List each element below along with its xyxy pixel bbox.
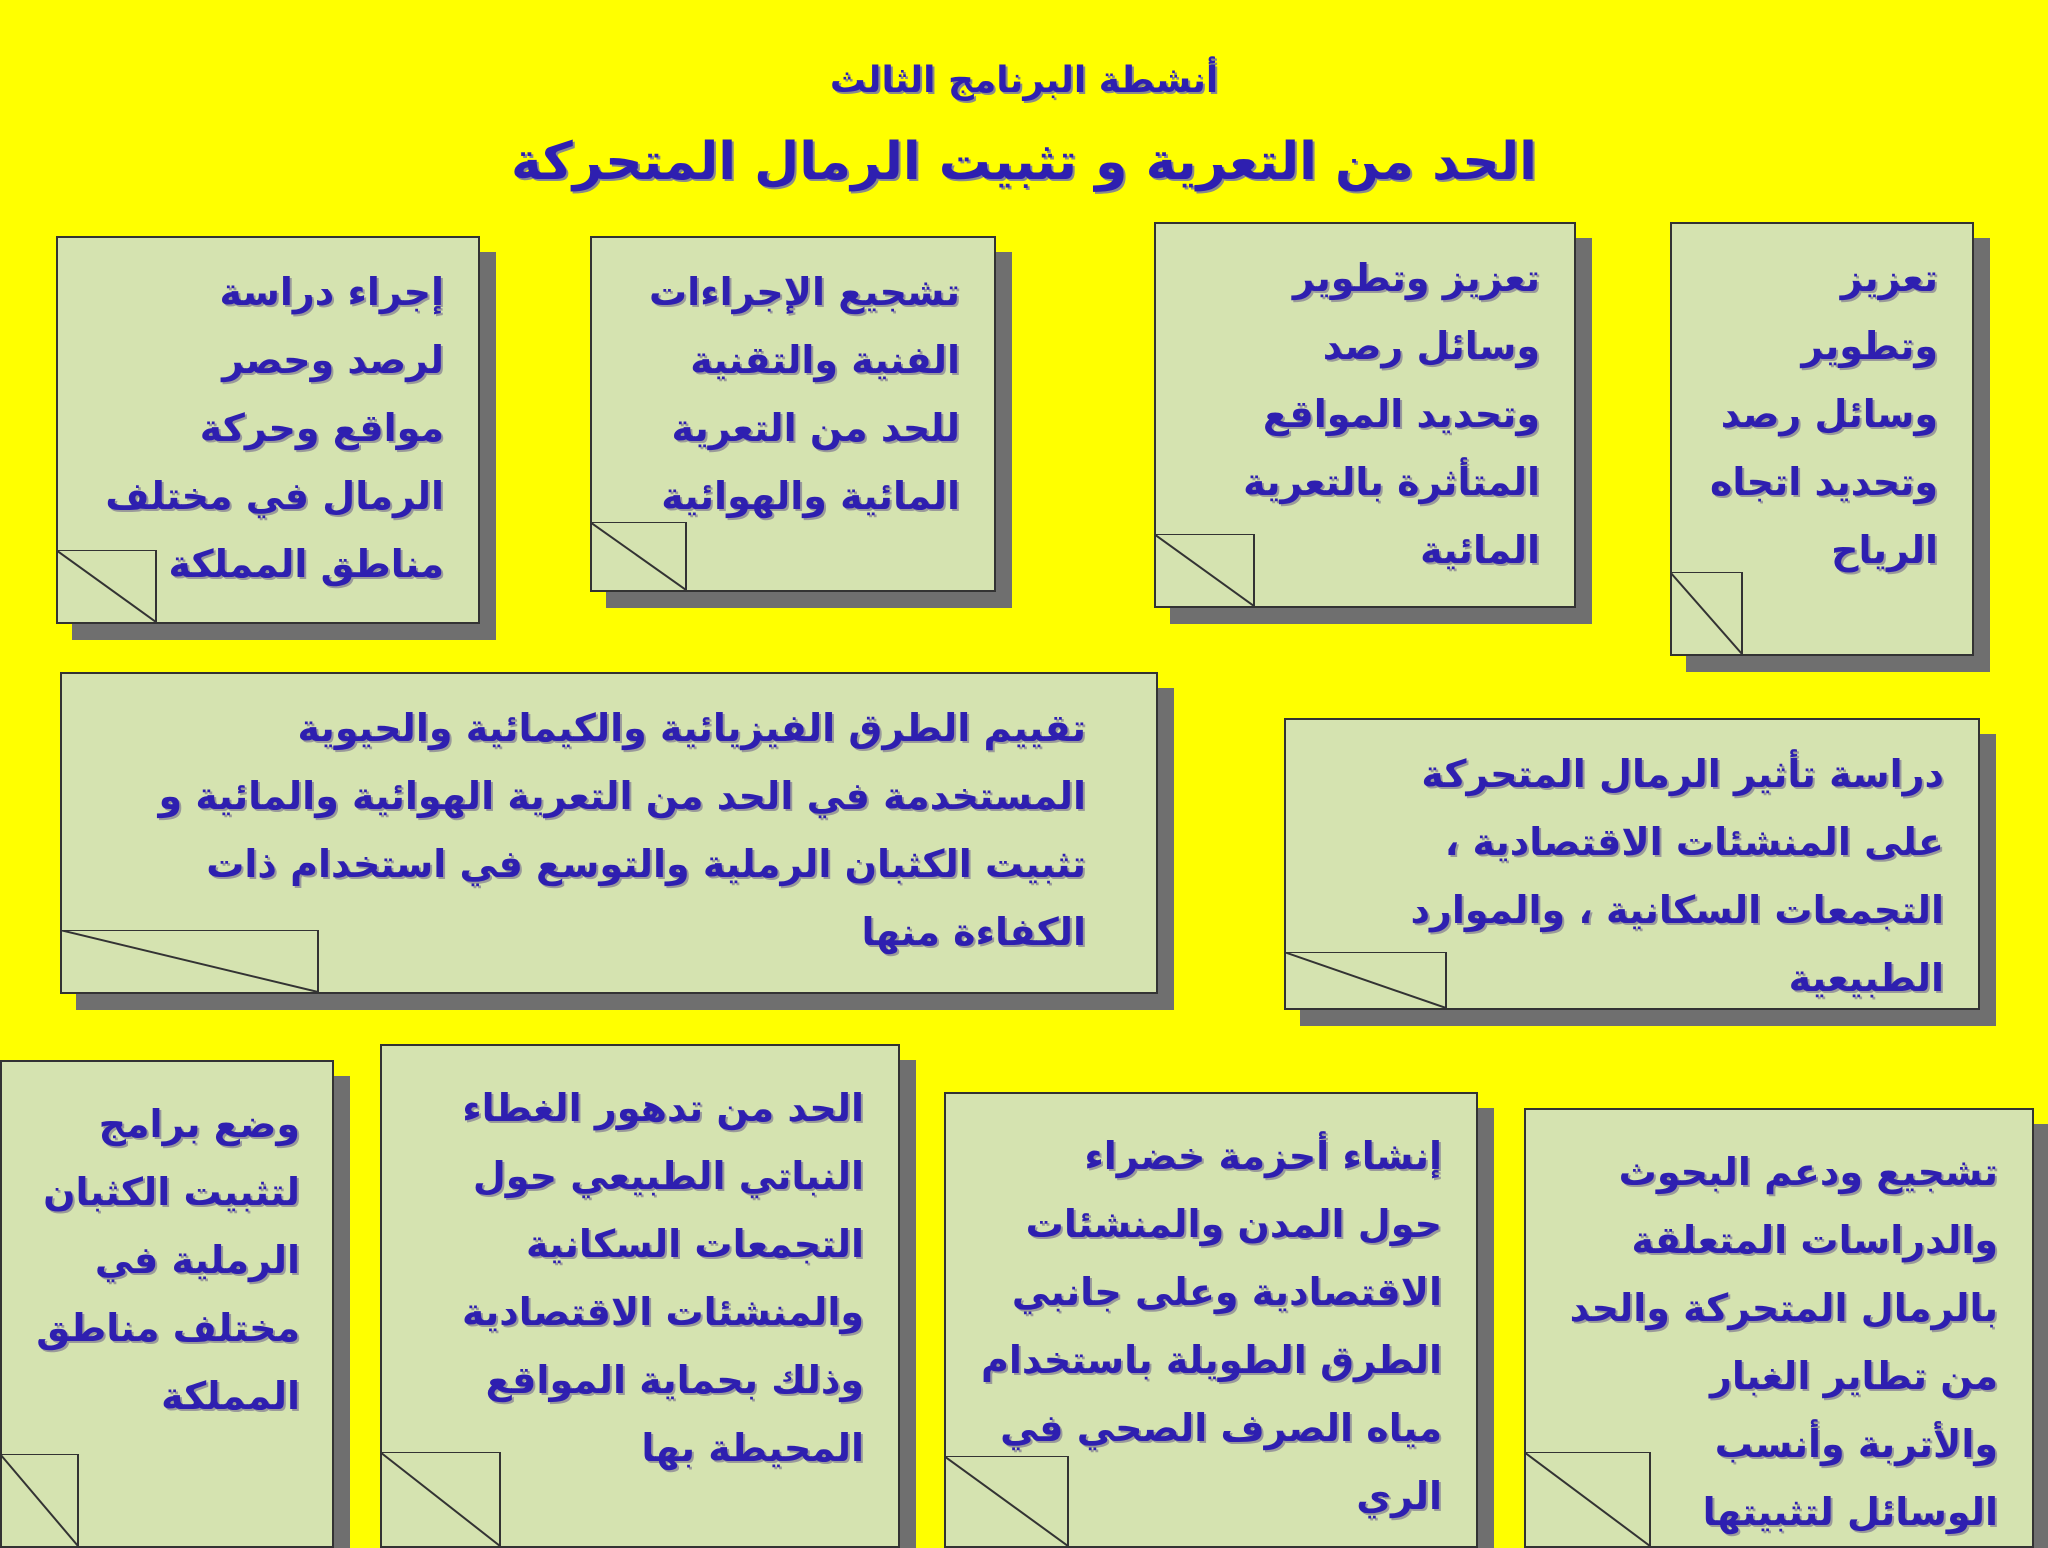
note-text: إجراء دراسة لرصد وحصر مواقع وحركة الرمال في مختلف مناطق المملكة bbox=[105, 270, 444, 586]
note-text: تشجيع الإجراءات الفنية والتقنية للحد من التعرية المائية والهوائية bbox=[648, 270, 960, 518]
note-text: دراسة تأثير الرمال المتحركة على المنشئات الاقتصادية ، التجمعات السكانية ، والموارد الطبيعية bbox=[1410, 752, 1944, 1000]
note-wind-monitoring bbox=[1670, 222, 1974, 656]
note-economic-impact-study bbox=[1284, 718, 1980, 1010]
note-text: تشجيع ودعم البحوث والدراسات المتعلقة بالرمال المتحركة والحد من تطاير الغبار والأتربة وأنسب الوسائل لتثبيتها bbox=[1569, 1150, 1998, 1534]
page-curl-icon bbox=[0, 1454, 82, 1548]
note-text: تقييم الطرق الفيزيائية والكيمائية والحيوية المستخدمة في الحد من التعرية الهوائية والمائية و تثبيت الكثبان الرملية والتوسع في استخدام ذات الكفاءة منها bbox=[158, 706, 1086, 954]
note-methods-evaluation bbox=[60, 672, 1158, 994]
note-water-erosion-sites bbox=[1154, 222, 1576, 608]
note-technical-procedures bbox=[590, 236, 996, 592]
note-text: وضع برامج لتثبيت الكثبان الرملية في مختلف مناطق المملكة bbox=[36, 1102, 300, 1418]
page-curl-icon bbox=[590, 522, 690, 592]
note-text: تعزيز وتطوير وسائل رصد وتحديد المواقع المتأثرة بالتعرية المائية bbox=[1243, 256, 1540, 572]
page-curl-icon bbox=[1670, 572, 1746, 656]
note-sand-movement-study bbox=[56, 236, 480, 624]
note-dune-fixation-programs bbox=[0, 1060, 334, 1548]
note-green-belts bbox=[944, 1092, 1478, 1548]
note-vegetation-protection bbox=[380, 1044, 900, 1548]
note-text: إنشاء أحزمة خضراء حول المدن والمنشئات الاقتصادية وعلى جانبي الطرق الطويلة باستخدام مياه الصرف الصحي في الري bbox=[981, 1134, 1442, 1518]
note-text: تعزيز وتطوير وسائل رصد وتحديد اتجاه الرياح bbox=[1709, 256, 1938, 572]
program-subtitle: أنشطة البرنامج الثالث bbox=[829, 60, 1219, 101]
note-text: الحد من تدهور الغطاء النباتي الطبيعي حول التجمعات السكانية والمنشئات الاقتصادية وذلك بحماية المواقع المحيطة بها bbox=[461, 1086, 864, 1470]
note-research-support bbox=[1524, 1108, 2034, 1548]
program-title: الحد من التعرية و تثبيت الرمال المتحركة bbox=[511, 132, 1537, 192]
